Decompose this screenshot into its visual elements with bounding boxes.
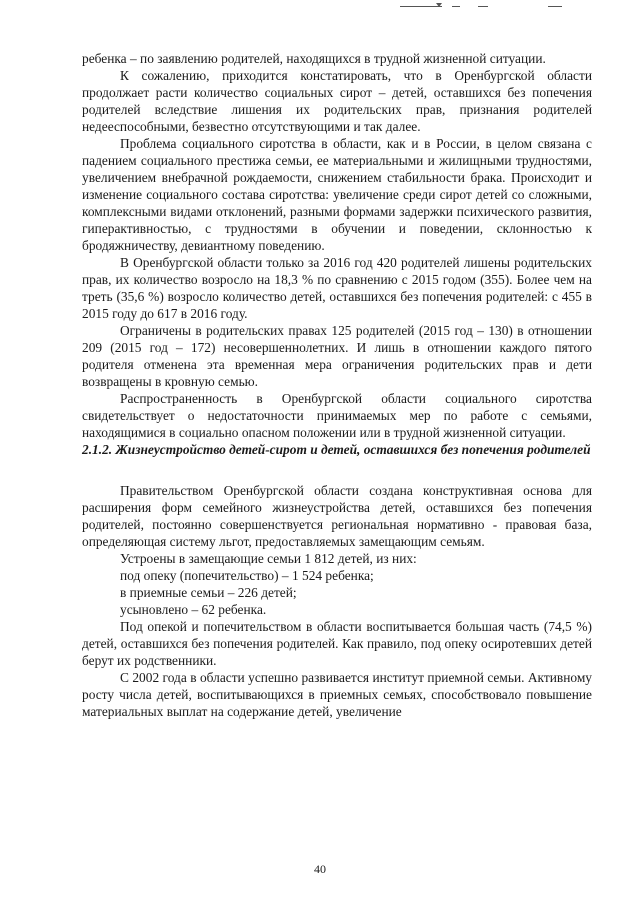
list-item: в приемные семьи – 226 детей; — [120, 585, 297, 600]
list-item: Устроены в замещающие семьи 1 812 детей, из них: — [120, 551, 417, 566]
paragraph: Под опекой и попечительством в области воспитывается большая часть (74,5 %) детей, оставшихся без попечения родителей. Как правило, под опеку осиротевших детей берут их родственники. — [82, 619, 592, 668]
paragraph: Правительством Оренбургской области создана конструктивная основа для расширения форм семейного жизнеустройства детей, оставшихся без попечения родителей, постоянно совершенствуется региональная нормативно - правовая база, определяющая систему льгот, предоставляемых замещающим семьям. — [82, 483, 592, 549]
paragraph: Ограничены в родительских правах 125 родителей (2015 год – 130) в отношении 209 (2015 год – 172) несовершеннолетних. И лишь в отношении каждого пятого родителя отменена эта временная мера ограничения родительских прав и дети возвращены в кровную семью. — [82, 323, 592, 389]
scan-artifact-mark — [436, 3, 442, 7]
paragraph-continuation: ребенка – по заявлению родителей, находящихся в трудной жизненной ситуации. — [82, 51, 546, 66]
section-heading: 2.1.2. Жизнеустройство детей-сирот и детей, оставшихся без попечения родителей — [82, 442, 591, 457]
list-item: усыновлено – 62 ребенка. — [120, 602, 267, 617]
spacer — [82, 458, 592, 482]
page-number: 40 — [314, 862, 326, 876]
scan-artifact-line — [452, 6, 460, 7]
paragraph: С 2002 года в области успешно развивается институт приемной семьи. Активному росту числа детей, воспитывающихся в приемных семьях, способствовало повышение материальных выплат на содержание детей, увеличение — [82, 670, 592, 719]
paragraph: Проблема социального сиротства в области, как и в России, в целом связана с падением социального престижа семьи, ее материальными и жилищными трудностями, увеличением внебрачной рождаемости, снижением стабильности брака. Происходит и изменение социального состава сиротства: увеличение среди сирот детей со сложными, комплексными видами отклонений, разными формами задержки психического развития, гиперактивностью, с трудностями в обучении и поведении, склонностью к бродяжничеству, девиантному поведению. — [82, 136, 592, 253]
paragraph: Распространенность в Оренбургской области социального сиротства свидетельствует о недостаточности принимаемых мер по работе с семьями, находящимися в социально опасном положении или в трудной жизненной ситуации. — [82, 391, 592, 440]
document-page — [82, 50, 592, 720]
list-item: под опеку (попечительство) – 1 524 ребенка; — [120, 568, 374, 583]
scan-artifact-line — [478, 6, 488, 7]
scan-artifact-line — [548, 6, 562, 7]
paragraph: К сожалению, приходится констатировать, что в Оренбургской области продолжает расти количество социальных сирот – детей, оставшихся без попечения родителей вследствие лишения их родительских прав, признания родителей недееспособными, безвестно отсутствующими и так далее. — [82, 68, 592, 134]
paragraph: В Оренбургской области только за 2016 год 420 родителей лишены родительских прав, их количество возросло на 18,3 % по сравнению с 2015 годом (355). Более чем на треть (35,6 %) возросло количество детей, оставшихся без попечения родителей: с 455 в 2015 году до 617 в 2016 году. — [82, 255, 592, 321]
